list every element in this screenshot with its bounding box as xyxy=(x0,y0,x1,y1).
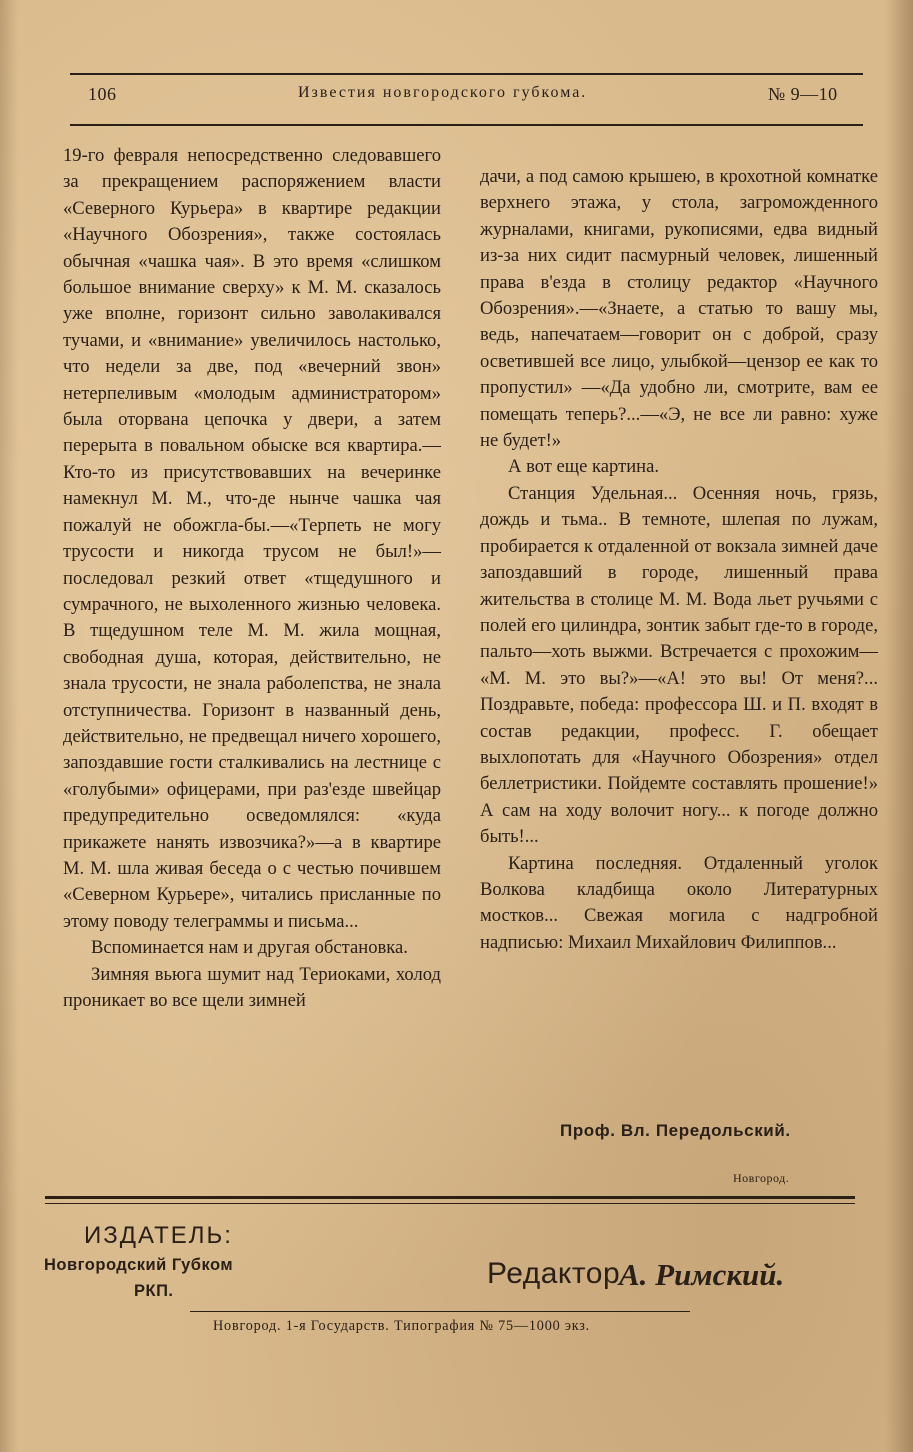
imprint-rule xyxy=(190,1311,690,1312)
author-signature: Проф. Вл. Передольский. xyxy=(560,1121,791,1140)
editor-label: Редактор xyxy=(487,1257,621,1290)
publisher-name: Новгородский Губком xyxy=(44,1256,234,1274)
footer-separator-rule xyxy=(45,1196,855,1199)
publisher-party: РКП. xyxy=(134,1282,174,1300)
text-column-right xyxy=(480,164,878,956)
printing-imprint: Новгород. 1-я Государств. Типография № 75—1000 экз. xyxy=(213,1318,590,1334)
paragraph: Картина последняя. Отдаленный уголок Волкова кладбища около Литературных мостков... Свежая могила с надгробной надписью: Михаил Михайлович Филиппов... xyxy=(480,852,878,953)
publisher-label: ИЗДАТЕЛЬ: xyxy=(84,1222,233,1249)
header-bottom-rule xyxy=(70,124,863,126)
paragraph: А вот еще картина. xyxy=(508,456,660,478)
paragraph: дачи, а под самою крышею, в крохотной комнатке верхнего этажа, у стола, загроможденного журналами, книгами, рукописями, едва видный из-за них сидит пасмурный человек, лишенный права в'езда в столицу редактор «Научного Обозрения».—«Знаете, а статью то вашу мы, ведь, напечатаем—говорит он с доброй, сразу осветившей все лицо, улыбкой—цензор ее как то пропустил» —«Да удобно ли, смотрите, вам ее помещать теперь?...—«Э, не все ли равно: хуже не будет!» xyxy=(480,166,878,452)
page-number: 106 xyxy=(88,84,117,104)
paragraph: Вспоминается нам и другая обстановка. xyxy=(91,937,408,959)
paragraph: Зимняя вьюга шумит над Териоками, холод проникает во все щели зимней xyxy=(63,963,441,1011)
header-top-rule xyxy=(70,73,863,75)
paragraph: 19-го февраля непосредственно следовавшего за прекращением распоряжением власти «Северного Курьера» в квартире редакции «Научного Обозрения», также состоялась обычная «чашка чая». В это время «слишком большое внимание сверху» к М. М. сказалось уже вполне, горизонт сильно заволакивался тучами, и «внимание» увеличилось настолько, что недели за две, под «вечерний звон» нетерпеливым «молодым администратором» была оторвана цепочка у двери, а затем перерыта в повальном обыске вся квартира.—Кто-то из присутствовавших на вечеринке намекнул М. М., что-де нынче чашка чая пожалуй не обожгла-бы.—«Терпеть не могу трусости и никогда трусом не был!»—последовал резкий ответ «тщедушного и сумрачного, не выхоленного жизнью человека. В тщедушном теле М. М. жила мощная, свободная душа, которая, действительно, не знала трусости, не знала раболепства, не знала отступничества. Горизонт в названный день, действительно, не предвещал ничего хорошего, запоздавшие гости сталкивались на лестнице с «голубыми» офицерами, при раз'езде швейцар предупредительно осведомлялся: «куда прикажете нанять извозчика?»—а в квартире М. М. шла живая беседа о с честью почившем «Северном Курьере», читались присланные по этому поводу телеграммы и письма... xyxy=(63,145,441,932)
footer-separator-rule-thin xyxy=(45,1203,855,1204)
journal-title: Известия новгородского губкома. xyxy=(298,84,588,101)
place-of-writing: Новгород. xyxy=(733,1171,790,1185)
issue-number: № 9—10 xyxy=(768,84,838,104)
editor-signature: А. Римский. xyxy=(619,1257,785,1292)
text-column-left xyxy=(63,143,441,1014)
paragraph: Станция Удельная... Осенняя ночь, грязь, дождь и тьма.. В темноте, шлепая по лужам, пробирается к отдаленной от вокзала зимней даче запоздавший в городе, лишенный права жительства в столице М. М. Вода льет ручьями с полей его цилиндра, зонтик забыт где-то в городе, пальто—хоть выжми. Встречается с прохожим— «М. М. это вы?»—«А! это вы! От меня?... Поздравьте, победа: профессора Ш. и П. входят в состав редакции, професс. Г. обещает выхлопотать для «Научного Обозрения» отдел беллетристики. Пойдемте составлять прошение!» А сам на ходу волочит ногу... к погоде должно быть!... xyxy=(480,482,878,848)
